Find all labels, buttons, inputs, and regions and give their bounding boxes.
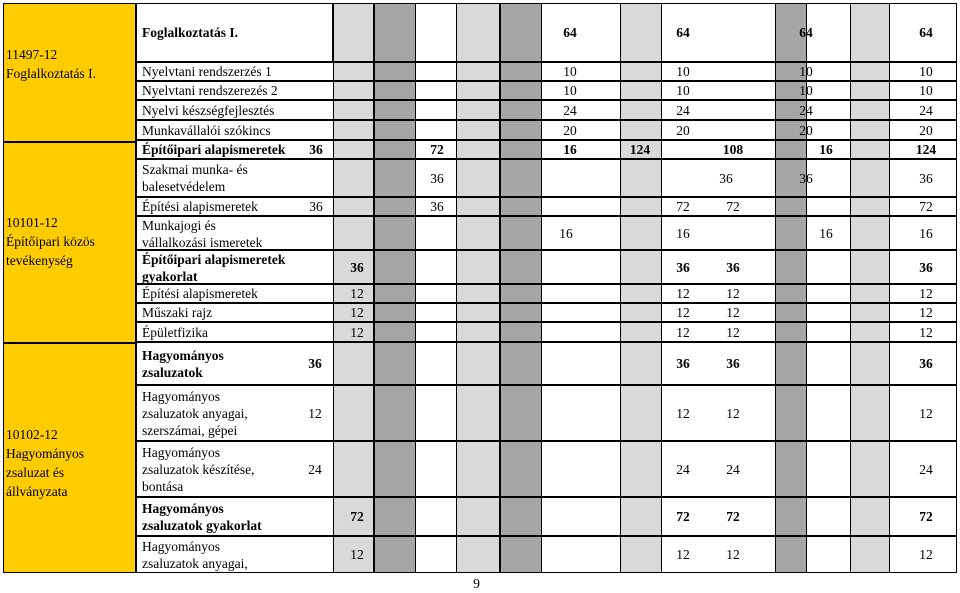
row-value: 36 xyxy=(309,199,323,214)
module-name-line: zsaluzat és xyxy=(6,465,65,480)
row-value: 36 xyxy=(919,259,933,275)
row-label xyxy=(142,217,262,251)
row-label-line: zsaluzatok gyakorlat xyxy=(142,517,262,533)
row-value: 16 xyxy=(563,142,577,157)
row-label xyxy=(142,500,262,534)
row-value: 20 xyxy=(799,122,813,138)
row-value: 36 xyxy=(799,170,813,186)
row-label xyxy=(142,251,285,285)
table-row xyxy=(136,536,957,573)
module-name-line: tevékenység xyxy=(6,253,73,268)
table-row xyxy=(136,441,957,497)
row-label-line: Építési alapismeretek xyxy=(142,199,258,214)
row-value: 10 xyxy=(563,64,577,79)
row-value: 12 xyxy=(726,547,740,562)
row-label-line: vállalkozási ismeretek xyxy=(142,235,263,250)
module-name-line: Foglalkoztatás I. xyxy=(6,66,96,81)
table-row xyxy=(136,322,957,342)
row-value: 24 xyxy=(919,461,933,477)
row-value: 12 xyxy=(726,324,740,340)
row-value: 16 xyxy=(819,225,833,241)
row-value: 108 xyxy=(722,142,744,157)
row-label-line: Hagyományos xyxy=(142,500,224,516)
row-label xyxy=(142,141,285,158)
row-value: 16 xyxy=(559,225,573,241)
row-value: 72 xyxy=(919,509,933,524)
row-label xyxy=(142,198,258,215)
table-row xyxy=(136,342,957,385)
row-value: 12 xyxy=(676,405,690,421)
module-label xyxy=(6,213,95,270)
row-label-line: zsaluzatok készítése, xyxy=(142,461,255,477)
row-value: 12 xyxy=(919,547,933,562)
row-label xyxy=(142,347,224,381)
row-value: 12 xyxy=(919,324,933,340)
row-label-line: Szakmai munka- és xyxy=(142,162,248,177)
row-label-line: Építőipari alapismeretek xyxy=(142,142,286,157)
module-code: 10102-12 xyxy=(6,427,58,442)
row-value: 24 xyxy=(308,461,322,477)
row-value: 24 xyxy=(726,461,740,477)
row-value: 10 xyxy=(676,64,690,79)
row-value: 36 xyxy=(676,356,690,371)
row-value: 36 xyxy=(430,199,444,214)
row-label-line: Építőipari alapismeretek xyxy=(142,252,286,267)
row-value: 16 xyxy=(919,225,933,241)
row-label-line: Munkajogi és xyxy=(142,218,216,233)
row-label-line: Munkavállalói szókincs xyxy=(142,122,271,138)
row-label-line: Foglalkoztatás I. xyxy=(142,25,238,40)
row-value: 64 xyxy=(676,25,690,40)
module-label xyxy=(6,425,84,501)
row-label-line: Műszaki rajz xyxy=(142,305,213,320)
row-value: 24 xyxy=(919,102,933,118)
row-value: 12 xyxy=(919,305,933,320)
row-value: 10 xyxy=(919,83,933,98)
row-value: 72 xyxy=(676,199,690,214)
row-value: 36 xyxy=(350,259,364,275)
row-value: 12 xyxy=(676,286,690,301)
row-label-line: Nyelvtani rendszerezés 2 xyxy=(142,83,278,98)
row-value: 72 xyxy=(350,509,364,524)
row-label-line: Építési alapismeretek xyxy=(142,286,258,301)
row-label-line: Hagyományos xyxy=(142,444,220,460)
header-divider xyxy=(136,3,333,62)
module-name-line: Építőipari közös xyxy=(6,234,95,249)
row-value: 36 xyxy=(919,356,933,371)
table-row xyxy=(136,303,957,322)
row-label xyxy=(142,324,208,341)
row-value: 72 xyxy=(726,509,740,524)
row-label-line: zsaluzatok anyagai, xyxy=(142,555,248,571)
table-row xyxy=(136,159,957,197)
row-label xyxy=(142,102,274,119)
row-value: 12 xyxy=(350,286,364,301)
row-label-line: Hagyományos xyxy=(142,538,220,554)
row-value: 12 xyxy=(919,286,933,301)
row-label xyxy=(142,161,248,195)
row-value: 36 xyxy=(919,170,933,186)
row-value: 36 xyxy=(726,356,740,371)
row-label xyxy=(142,63,272,80)
table-row xyxy=(136,385,957,441)
module-code: 11497-12 xyxy=(6,47,58,62)
row-value: 12 xyxy=(919,405,933,421)
row-value: 24 xyxy=(799,102,813,118)
row-value: 12 xyxy=(350,305,364,320)
row-value: 64 xyxy=(799,25,813,40)
module-name-line: Hagyományos xyxy=(6,446,84,461)
row-label xyxy=(142,444,254,495)
row-value: 12 xyxy=(726,286,740,301)
row-label-line: Hagyományos xyxy=(142,388,220,404)
row-value: 124 xyxy=(915,142,937,157)
row-label xyxy=(142,82,278,99)
row-label-line: Hagyományos xyxy=(142,347,224,363)
table-row xyxy=(136,197,957,216)
row-value: 36 xyxy=(430,170,444,186)
row-value: 20 xyxy=(919,122,933,138)
row-label-line: gyakorlat xyxy=(142,269,198,284)
row-value: 12 xyxy=(350,324,364,340)
row-label xyxy=(142,304,212,321)
module-code: 10101-12 xyxy=(6,215,58,230)
row-value: 72 xyxy=(919,199,933,214)
row-label-line: Nyelvtani rendszerzés 1 xyxy=(142,64,272,79)
row-label-line: szerszámai, gépei xyxy=(142,422,238,438)
row-value: 64 xyxy=(919,25,933,40)
row-label-line: Épületfizika xyxy=(142,324,208,340)
row-value: 10 xyxy=(919,64,933,79)
row-value: 16 xyxy=(819,142,833,157)
row-value: 36 xyxy=(676,259,690,275)
row-value: 20 xyxy=(676,122,690,138)
row-label-line: bontása xyxy=(142,478,184,494)
row-label-line: balesetvédelem xyxy=(142,179,226,194)
row-value: 10 xyxy=(563,83,577,98)
page-number: 9 xyxy=(473,577,480,592)
row-value: 24 xyxy=(676,102,690,118)
row-label-line: zsaluzatok anyagai, xyxy=(142,405,248,421)
row-value: 16 xyxy=(676,225,690,241)
row-label-line: zsaluzatok xyxy=(142,364,203,380)
row-label-line: Nyelvi készségfejlesztés xyxy=(142,102,275,118)
row-value: 12 xyxy=(726,305,740,320)
row-value: 72 xyxy=(726,199,740,214)
row-value: 36 xyxy=(726,259,740,275)
row-value: 20 xyxy=(563,122,577,138)
row-value: 72 xyxy=(676,509,690,524)
module-name-line: állványzata xyxy=(6,484,68,499)
row-value: 24 xyxy=(676,461,690,477)
row-value: 24 xyxy=(563,102,577,118)
row-value: 12 xyxy=(676,305,690,320)
row-value: 12 xyxy=(308,405,322,421)
row-label xyxy=(142,122,271,139)
row-value: 124 xyxy=(629,142,651,157)
row-value: 12 xyxy=(676,324,690,340)
row-value: 10 xyxy=(799,64,813,79)
row-value: 64 xyxy=(563,25,577,40)
table-row xyxy=(136,284,957,303)
row-label xyxy=(142,285,258,302)
row-value: 36 xyxy=(719,170,733,186)
module-label xyxy=(6,45,96,83)
row-value: 12 xyxy=(350,547,364,562)
row-value: 12 xyxy=(676,547,690,562)
row-value: 10 xyxy=(676,83,690,98)
row-value: 72 xyxy=(430,142,444,157)
row-value: 36 xyxy=(309,142,323,157)
row-value: 12 xyxy=(726,405,740,421)
row-value: 36 xyxy=(308,356,322,371)
row-label xyxy=(142,538,248,572)
row-label xyxy=(142,388,248,439)
row-value: 10 xyxy=(799,83,813,98)
